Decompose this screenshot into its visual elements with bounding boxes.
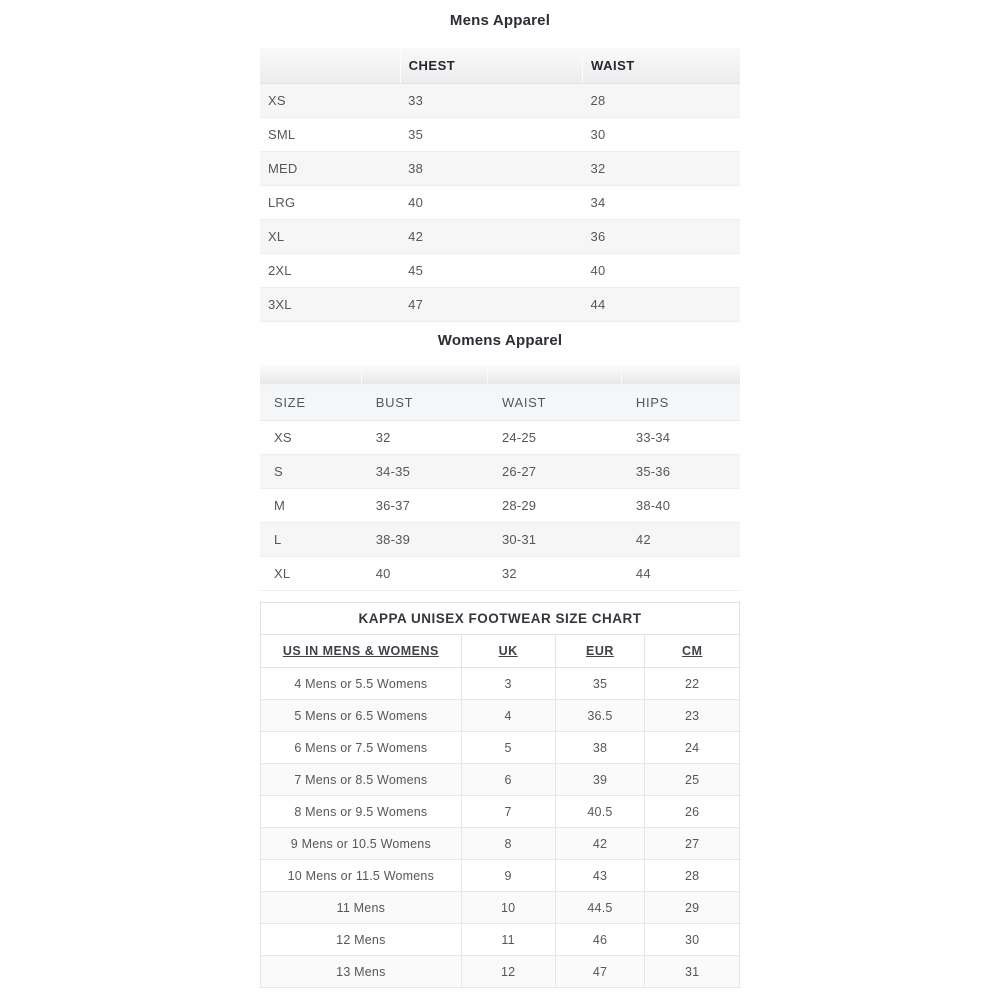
table-cell: 44.5 (555, 892, 645, 924)
table-cell: 11 (461, 924, 555, 956)
table-cell: 36-37 (362, 489, 488, 523)
table-row (261, 828, 740, 860)
table-cell: 40 (362, 557, 488, 591)
table-cell: L (260, 523, 362, 557)
table-cell: 44 (622, 557, 740, 591)
table-cell: 12 (461, 956, 555, 988)
table-cell: 8 (461, 828, 555, 860)
table-cell: 23 (645, 700, 740, 732)
table-row (260, 253, 740, 287)
table-cell: XL (260, 219, 400, 253)
table-row (260, 421, 740, 455)
table-cell: 6 (461, 764, 555, 796)
table-row (260, 455, 740, 489)
table-cell: 42 (555, 828, 645, 860)
table-cell: 46 (555, 924, 645, 956)
table-cell: XS (260, 83, 400, 117)
mens-header-row (260, 48, 740, 83)
table-cell: 33 (400, 83, 582, 117)
table-row (261, 956, 740, 988)
womens-table-body (260, 421, 740, 591)
spacer-cell (488, 365, 622, 385)
table-cell: 8 Mens or 9.5 Womens (261, 796, 462, 828)
table-cell: 13 Mens (261, 956, 462, 988)
table-cell: 34 (583, 185, 740, 219)
column-header: US IN MENS & WOMENS (261, 635, 462, 668)
column-header: HIPS (622, 385, 740, 421)
table-cell: 28-29 (488, 489, 622, 523)
table-cell: 32 (488, 557, 622, 591)
table-row (261, 764, 740, 796)
table-cell: 2XL (260, 253, 400, 287)
table-row (261, 860, 740, 892)
table-cell: 29 (645, 892, 740, 924)
table-row (260, 557, 740, 591)
table-row (260, 151, 740, 185)
table-row (260, 117, 740, 151)
table-cell: 40 (400, 185, 582, 219)
table-cell: 12 Mens (261, 924, 462, 956)
column-header: WAIST (488, 385, 622, 421)
table-cell: 11 Mens (261, 892, 462, 924)
womens-apparel-table (260, 365, 740, 592)
table-cell: LRG (260, 185, 400, 219)
column-header: UK (461, 635, 555, 668)
table-cell: 3XL (260, 287, 400, 321)
table-cell: 24-25 (488, 421, 622, 455)
table-cell: 35 (400, 117, 582, 151)
size-chart-content (260, 0, 740, 988)
table-cell: 30 (645, 924, 740, 956)
table-cell: 47 (555, 956, 645, 988)
spacer-cell (362, 365, 488, 385)
table-row (261, 796, 740, 828)
table-cell: M (260, 489, 362, 523)
table-row (260, 83, 740, 117)
table-cell: 44 (583, 287, 740, 321)
table-cell: 40 (583, 253, 740, 287)
table-cell: 30 (583, 117, 740, 151)
table-cell: XS (260, 421, 362, 455)
table-row (261, 700, 740, 732)
table-cell: 9 (461, 860, 555, 892)
mens-table-body (260, 83, 740, 321)
table-cell: 4 Mens or 5.5 Womens (261, 668, 462, 700)
table-cell: 5 Mens or 6.5 Womens (261, 700, 462, 732)
table-cell: 32 (362, 421, 488, 455)
table-cell: 38-40 (622, 489, 740, 523)
footwear-chart-title: KAPPA UNISEX FOOTWEAR SIZE CHART (261, 603, 740, 635)
column-header (260, 48, 400, 83)
table-cell: 38 (555, 732, 645, 764)
table-cell: 26-27 (488, 455, 622, 489)
table-cell: 31 (645, 956, 740, 988)
table-row (261, 924, 740, 956)
table-cell: S (260, 455, 362, 489)
table-cell: 33-34 (622, 421, 740, 455)
footwear-size-chart-table (260, 602, 740, 988)
table-cell: 26 (645, 796, 740, 828)
footwear-title-row (261, 603, 740, 635)
table-cell: 35 (555, 668, 645, 700)
table-cell: 36 (583, 219, 740, 253)
table-cell: 5 (461, 732, 555, 764)
table-cell: 22 (645, 668, 740, 700)
table-cell: 10 Mens or 11.5 Womens (261, 860, 462, 892)
table-cell: 28 (645, 860, 740, 892)
table-cell: 34-35 (362, 455, 488, 489)
table-row (261, 892, 740, 924)
table-cell: 45 (400, 253, 582, 287)
table-row (260, 287, 740, 321)
table-cell: 38 (400, 151, 582, 185)
spacer-cell (622, 365, 740, 385)
table-cell: 43 (555, 860, 645, 892)
table-cell: 10 (461, 892, 555, 924)
table-cell: 32 (583, 151, 740, 185)
mens-apparel-table (260, 48, 740, 322)
table-row (260, 489, 740, 523)
table-cell: 35-36 (622, 455, 740, 489)
table-cell: 42 (622, 523, 740, 557)
table-cell: 7 Mens or 8.5 Womens (261, 764, 462, 796)
footwear-table-body (261, 668, 740, 988)
column-header: CM (645, 635, 740, 668)
table-row (260, 185, 740, 219)
footwear-header-row (261, 635, 740, 668)
table-cell: 30-31 (488, 523, 622, 557)
table-cell: 28 (583, 83, 740, 117)
table-row (260, 219, 740, 253)
table-cell: 25 (645, 764, 740, 796)
table-cell: 7 (461, 796, 555, 828)
table-cell: 36.5 (555, 700, 645, 732)
table-cell: 39 (555, 764, 645, 796)
table-cell: 4 (461, 700, 555, 732)
table-cell: 3 (461, 668, 555, 700)
table-row (261, 668, 740, 700)
table-cell: MED (260, 151, 400, 185)
spacer-cell (260, 365, 362, 385)
column-header: WAIST (583, 48, 740, 83)
womens-spacer-row (260, 365, 740, 385)
table-cell: 27 (645, 828, 740, 860)
table-cell: 24 (645, 732, 740, 764)
column-header: EUR (555, 635, 645, 668)
column-header: CHEST (400, 48, 582, 83)
table-cell: 47 (400, 287, 582, 321)
table-cell: 42 (400, 219, 582, 253)
table-cell: XL (260, 557, 362, 591)
table-row (260, 523, 740, 557)
column-header: BUST (362, 385, 488, 421)
table-cell: 38-39 (362, 523, 488, 557)
womens-header-row (260, 385, 740, 421)
womens-apparel-title: Womens Apparel (437, 331, 563, 349)
table-cell: 9 Mens or 10.5 Womens (261, 828, 462, 860)
table-cell: SML (260, 117, 400, 151)
mens-apparel-title: Mens Apparel (449, 12, 551, 29)
table-row (261, 732, 740, 764)
column-header: SIZE (260, 385, 362, 421)
table-cell: 6 Mens or 7.5 Womens (261, 732, 462, 764)
table-cell: 40.5 (555, 796, 645, 828)
